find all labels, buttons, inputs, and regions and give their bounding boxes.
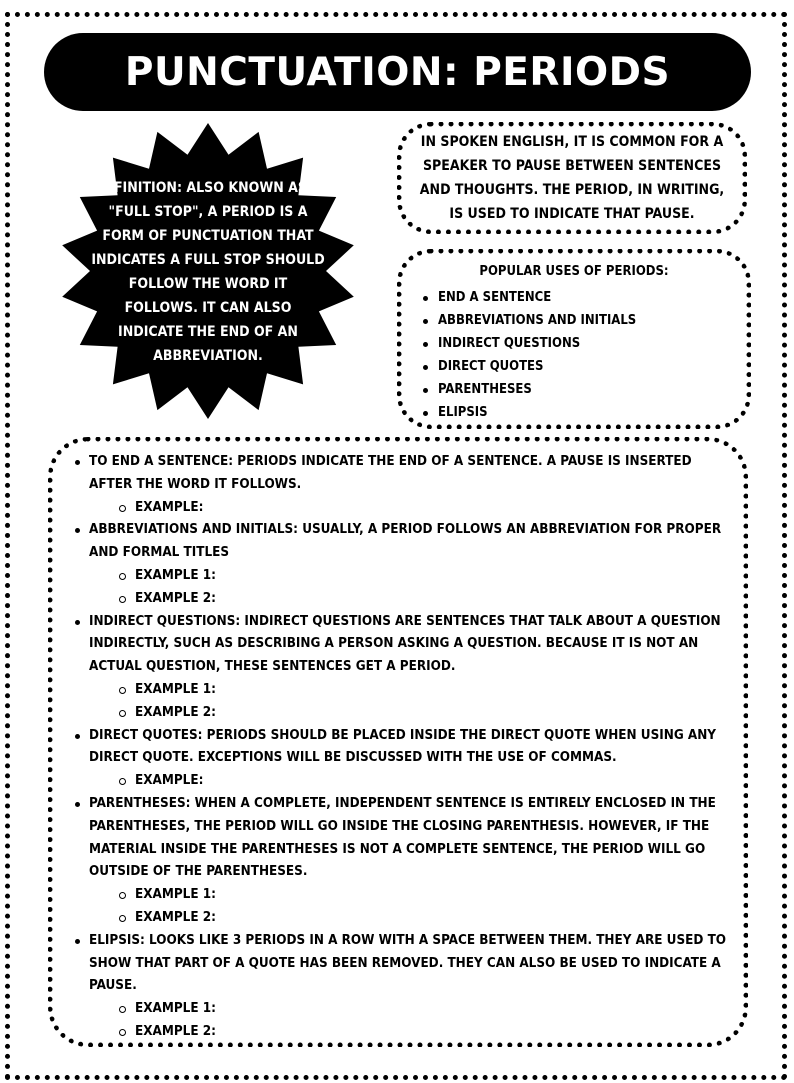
example-list xyxy=(89,565,731,611)
detail-text: TO END A SENTENCE: PERIODS INDICATE THE END OF A SENTENCE. A PAUSE IS INSERTED AFTER THE WORD IT FOLLOWS. xyxy=(89,454,692,492)
detail-text: ABBREVIATIONS AND INITIALS: USUALLY, A PERIOD FOLLOWS AN ABBREVIATION FOR PROPER AND FORMAL TITLES xyxy=(89,522,722,561)
intro-box xyxy=(397,122,747,234)
popular-uses-title: POPULAR USES OF PERIODS: xyxy=(479,264,669,279)
example-item: EXAMPLE 1: xyxy=(117,679,731,702)
example-item: EXAMPLE: xyxy=(117,497,731,520)
detail-text: INDIRECT QUESTIONS: INDIRECT QUESTIONS ARE SENTENCES THAT TALK ABOUT A QUESTION INDIRECTLY, SUCH AS DESCRIBING A PERSON ASKING A QUESTION. BECAUSE IT IS NOT AN ACTUAL QUESTION, THESE SENTENCES GET A PERIOD. xyxy=(89,613,721,675)
list-item: END A SENTENCE xyxy=(420,286,636,309)
example-item: EXAMPLE 1: xyxy=(117,884,731,907)
details-list xyxy=(71,451,731,1044)
example-list xyxy=(89,770,731,793)
list-item: ELIPSIS xyxy=(420,401,636,424)
detail-text: ELIPSIS: LOOKS LIKE 3 PERIODS IN A ROW WITH A SPACE BETWEEN THEM. THEY ARE USED TO SHOW THAT PART OF A QUOTE HAS BEEN REMOVED. THEY CAN ALSO BE USED TO INDICATE A PAUSE. xyxy=(89,932,727,994)
popular-uses-list xyxy=(420,286,636,424)
example-item: EXAMPLE 2: xyxy=(117,702,731,725)
popular-uses-box xyxy=(397,249,751,429)
example-item: EXAMPLE 2: xyxy=(117,907,731,930)
detail-item-parentheses xyxy=(71,793,731,930)
example-list xyxy=(89,884,731,930)
detail-text: DIRECT QUOTES: PERIODS SHOULD BE PLACED INSIDE THE DIRECT QUOTE WHEN USING ANY DIRECT QUOTE. EXCEPTIONS WILL BE DISCUSSED WITH THE USE OF COMMAS. xyxy=(89,727,717,766)
title-banner xyxy=(44,33,751,111)
detail-item-elipsis xyxy=(71,930,731,1044)
example-list xyxy=(89,679,731,725)
detail-item-end-sentence xyxy=(71,451,731,519)
example-item: EXAMPLE: xyxy=(117,770,731,793)
list-item: ABBREVIATIONS AND INITIALS xyxy=(420,309,636,332)
page-title: PUNCTUATION: PERIODS xyxy=(124,49,671,95)
example-item: EXAMPLE 2: xyxy=(117,588,731,611)
detail-item-abbreviations xyxy=(71,519,731,610)
list-item: INDIRECT QUESTIONS xyxy=(420,332,636,355)
example-list xyxy=(89,998,731,1044)
list-item: DIRECT QUOTES xyxy=(420,355,636,378)
list-item: PARENTHESES xyxy=(420,378,636,401)
example-item: EXAMPLE 1: xyxy=(117,998,731,1021)
example-item: EXAMPLE 1: xyxy=(117,565,731,588)
detail-text: PARENTHESES: WHEN A COMPLETE, INDEPENDENT SENTENCE IS ENTIRELY ENCLOSED IN THE PARENTHESES, THE PERIOD WILL GO INSIDE THE CLOSING PARENTHESIS. HOWEVER, IF THE MATERIAL INSIDE THE PARENTHESES IS NOT A COMPLETE SENTENCE, THE PERIOD WILL GO OUTSIDE OF THE PARENTHESES. xyxy=(89,795,716,880)
intro-text: IN SPOKEN ENGLISH, IT IS COMMON FOR A SPEAKER TO PAUSE BETWEEN SENTENCES AND THOUGHTS. THE PERIOD, IN WRITING, IS USED TO INDICATE THAT PAUSE. xyxy=(419,134,725,222)
definition-text: DEFINITION: ALSO KNOWN AS A "FULL STOP", A PERIOD IS A FORM OF PUNCTUATION THAT INDICATES A FULL STOP SHOULD FOLLOW THE WORD IT FOLLOWS. IT CAN ALSO INDICATE THE END OF AN ABBREVIATION. xyxy=(91,180,325,364)
definition-starburst xyxy=(60,121,356,421)
detail-item-indirect-questions xyxy=(71,611,731,725)
details-box xyxy=(48,437,748,1047)
example-item: EXAMPLE 2: xyxy=(117,1021,731,1044)
example-list xyxy=(89,497,731,520)
detail-item-direct-quotes xyxy=(71,725,731,793)
